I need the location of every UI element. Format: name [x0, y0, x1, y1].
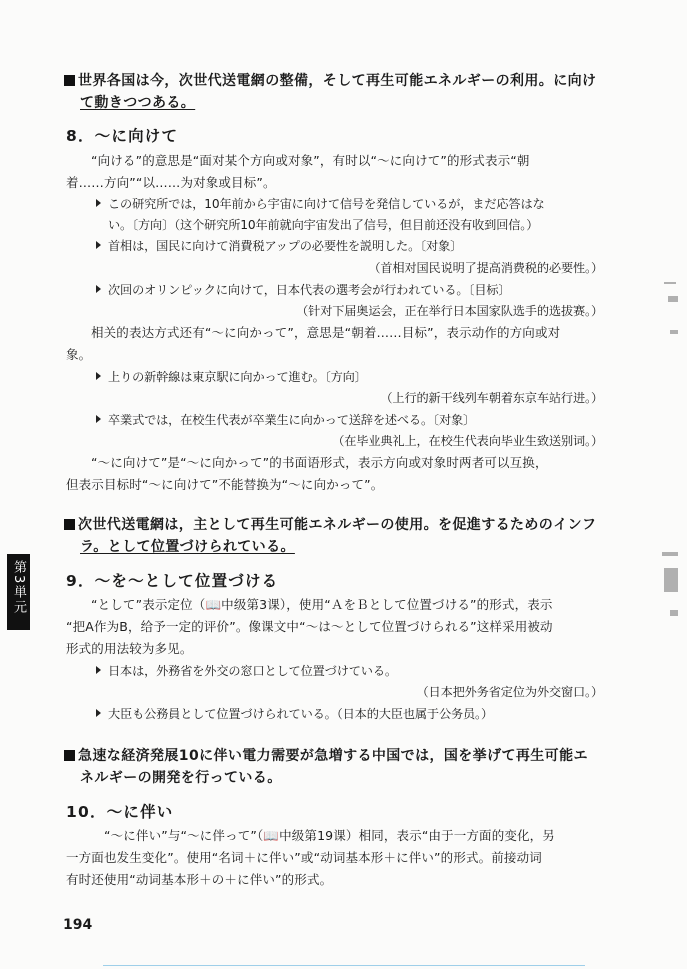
triangle-bullet-icon: [96, 285, 101, 293]
square-bullet-icon: [64, 75, 75, 86]
scan-artifact: [670, 610, 678, 616]
s9-paragraph-1: “として”表示定位（📖中级第3课），使用“ＡをＢとして位置づける”的形式，表示: [91, 597, 553, 612]
triangle-bullet-icon: [96, 666, 101, 674]
example-sentence-3-cont: ネルギーの開発を行っている。: [80, 770, 282, 786]
triangle-bullet-icon: [96, 241, 101, 249]
square-bullet-icon: [64, 519, 75, 530]
example-sentence-2: 次世代送電網は，主として再生可能エネルギーの使用。を促進するためのインフ: [64, 516, 596, 534]
scan-artifact: [664, 568, 678, 592]
example-sentence-1-cont: て動きつつある。: [80, 95, 196, 111]
scan-artifact: [670, 330, 678, 334]
s9-example-1-translation: （日本把外务省定位为外交窗口。）: [416, 685, 603, 699]
section-10-heading: 10．～に伴い: [66, 803, 174, 821]
s10-paragraph-1-line2: 一方面也发生变化”。使用“名词＋に伴い”或“动词基本形＋に伴い”的形式。前接动词: [66, 850, 542, 865]
example-sentence-1: 世界各国は今，次世代送電網の整備，そして再生可能エネルギーの利用。に向け: [64, 72, 596, 90]
s8-example-1-cont: い。〔方向〕（这个研究所10年前就向宇宙发出了信号，但目前还没有收到回信。）: [108, 218, 539, 232]
s8-paragraph-3: “～に向けて”是“～に向かって”的书面语形式，表示方向或对象时两者可以互换，: [91, 455, 548, 470]
bottom-rule: [103, 965, 585, 966]
s8-example-4: 上りの新幹線は東京駅に向かって進む。〔方向〕: [96, 369, 367, 385]
s8-example-2-translation: （首相对国民说明了提高消费税的必要性。）: [368, 261, 603, 275]
triangle-bullet-icon: [96, 415, 101, 423]
s8-example-2: 首相は，国民に向けて消費税アップの必要性を説明した。〔对象〕: [96, 238, 462, 254]
scan-artifact: [664, 282, 676, 284]
s8-example-3: 次回のオリンピックに向けて，日本代表の選考会が行われている。〔目标〕: [96, 282, 510, 298]
unit-side-tab: 第3単元: [7, 554, 30, 630]
triangle-bullet-icon: [96, 199, 101, 207]
s8-example-4-translation: （上行的新干线列车朝着东京车站行进。）: [380, 391, 603, 405]
triangle-bullet-icon: [96, 372, 101, 380]
section-8-heading: 8．～に向けて: [66, 127, 179, 145]
triangle-bullet-icon: [96, 709, 101, 717]
s9-example-1: 日本は，外務省を外交の窓口として位置づけている。: [96, 663, 397, 679]
s8-paragraph-1-cont: 着……方向”“以……为对象或目标”。: [66, 175, 276, 190]
s8-paragraph-3-cont: 但表示目标时“～に向けて”不能替换为“～に向かって”。: [66, 477, 384, 492]
example-sentence-2-cont: ラ。として位置づけられている。: [80, 539, 295, 555]
s8-paragraph-2: 相关的表达方式还有“～に向かって”，意思是“朝着……目标”，表示动作的方向或对: [91, 325, 561, 340]
s10-paragraph-1: “～に伴い”与“～に伴って”（📖中级第19课）相同，表示“由于一方面的变化，另: [104, 828, 555, 843]
s9-example-2: 大臣も公務員として位置づけられている。（日本的大臣也属于公务员。）: [96, 706, 493, 722]
example-sentence-3: 急速な経済発展10に伴い電力需要が急増する中国では，国を挙げて再生可能エ: [64, 747, 588, 765]
s8-paragraph-2-cont: 象。: [66, 347, 92, 362]
scan-artifact: [668, 296, 678, 302]
s8-example-5-translation: （在毕业典礼上，在校生代表向毕业生致送别词。）: [332, 434, 603, 448]
s8-example-3-translation: （针对下届奥运会，正在举行日本国家队选手的选拔赛。）: [296, 304, 603, 318]
page-number: 194: [63, 917, 93, 933]
s8-paragraph-1: “向ける”的意思是“面对某个方向或对象”，有时以“～に向けて”的形式表示“朝: [91, 153, 530, 168]
square-bullet-icon: [64, 750, 75, 761]
scan-artifact: [662, 552, 678, 556]
section-9-heading: 9．～を～として位置づける: [66, 572, 279, 590]
s9-paragraph-1-line2: “把A作为B，给予一定的评价”。像课文中“～は～として位置づけられる”这样采用被动: [66, 619, 553, 634]
s9-paragraph-1-line3: 形式的用法较为多见。: [66, 641, 193, 656]
s8-example-5: 卒業式では，在校生代表が卒業生に向かって送辞を述べる。〔对象〕: [96, 412, 475, 428]
s10-paragraph-1-line3: 有时还使用“动词基本形＋の＋に伴い”的形式。: [66, 872, 333, 887]
s8-example-1: この研究所では，10年前から宇宙に向けて信号を発信しているが，まだ応答はな: [96, 196, 545, 212]
